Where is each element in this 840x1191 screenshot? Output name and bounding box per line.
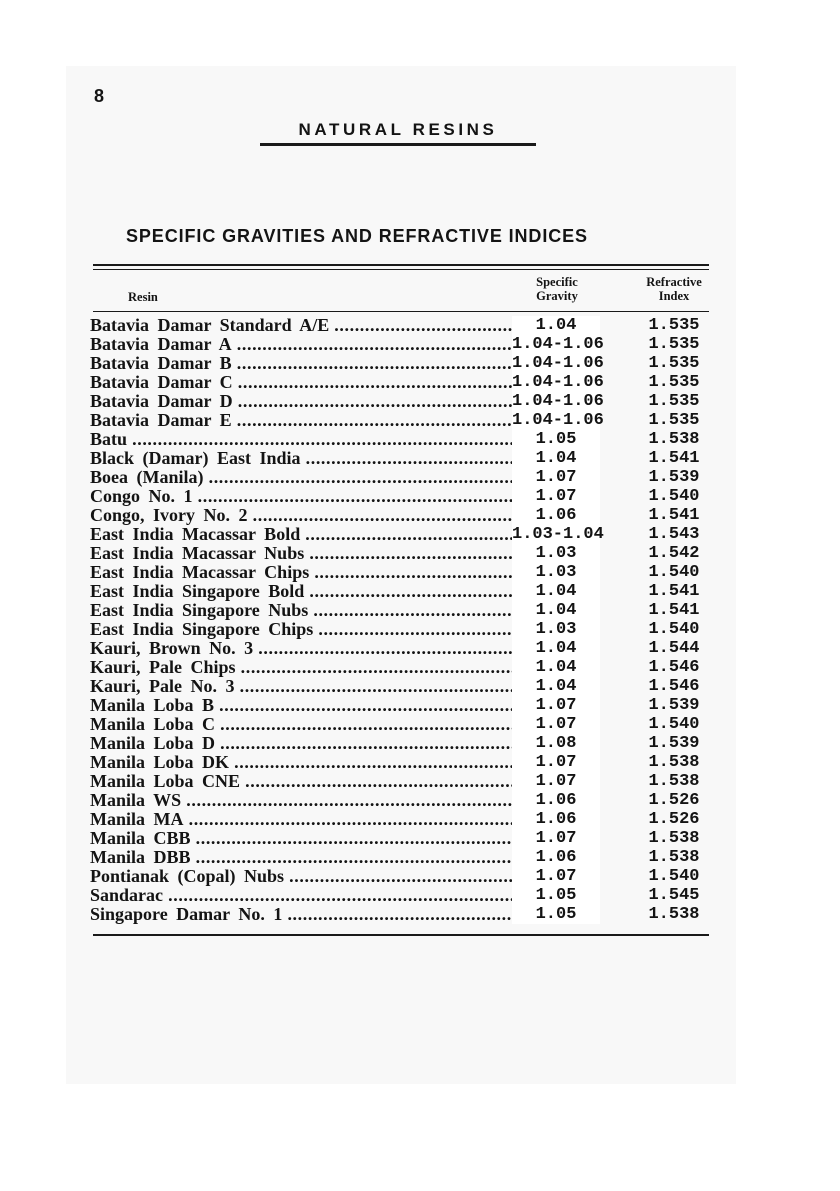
column-header-specific-gravity bbox=[520, 275, 594, 303]
specific-gravity-value: 1.04-1.06 bbox=[512, 411, 604, 430]
table-row bbox=[90, 772, 720, 791]
refractive-index-value: 1.538 bbox=[648, 848, 700, 867]
specific-gravity-value: 1.06 bbox=[512, 848, 600, 867]
specific-gravity-value: 1.07 bbox=[512, 753, 600, 772]
resin-name: East India Singapore Chips ..... bbox=[90, 620, 516, 639]
specific-gravity-value: 1.04-1.06 bbox=[512, 373, 604, 392]
refractive-index-value: 1.526 bbox=[648, 810, 700, 829]
table-row bbox=[90, 468, 720, 487]
table-row bbox=[90, 658, 720, 677]
resin-name: Manila Loba DK ..... bbox=[90, 753, 516, 772]
resin-table-body bbox=[90, 316, 720, 924]
table-row bbox=[90, 411, 720, 430]
table-row bbox=[90, 392, 720, 411]
specific-gravity-value: 1.07 bbox=[512, 867, 600, 886]
table-row bbox=[90, 639, 720, 658]
table-row bbox=[90, 354, 720, 373]
specific-gravity-value: 1.07 bbox=[512, 829, 600, 848]
specific-gravity-value: 1.03 bbox=[512, 620, 600, 639]
resin-name: Manila Loba CNE ..... bbox=[90, 772, 516, 791]
running-head: NATURAL RESINS bbox=[298, 120, 498, 139]
table-row bbox=[90, 886, 720, 905]
refractive-index-value: 1.535 bbox=[648, 354, 700, 373]
resin-name: East India Macassar Chips ..... bbox=[90, 563, 516, 582]
specific-gravity-value: 1.05 bbox=[512, 886, 600, 905]
resin-name: Sandarac ..... bbox=[90, 886, 516, 905]
table-row bbox=[90, 715, 720, 734]
column-header-refractive-index bbox=[632, 275, 716, 303]
specific-gravity-value: 1.07 bbox=[512, 487, 600, 506]
refractive-index-value: 1.546 bbox=[648, 658, 700, 677]
table-row bbox=[90, 601, 720, 620]
table-title: SPECIFIC GRAVITIES AND REFRACTIVE INDICES bbox=[126, 226, 588, 246]
specific-gravity-value: 1.04 bbox=[512, 601, 600, 620]
specific-gravity-value: 1.04-1.06 bbox=[512, 335, 604, 354]
resin-name: Singapore Damar No. 1 ..... bbox=[90, 905, 516, 924]
resin-name: Manila Loba B ..... bbox=[90, 696, 516, 715]
resin-name: Pontianak (Copal) Nubs ..... bbox=[90, 867, 516, 886]
refractive-index-value: 1.540 bbox=[648, 487, 700, 506]
specific-gravity-value: 1.04 bbox=[512, 449, 600, 468]
specific-gravity-value: 1.07 bbox=[512, 772, 600, 791]
refractive-index-value: 1.539 bbox=[648, 734, 700, 753]
refractive-index-value: 1.538 bbox=[648, 430, 700, 449]
resin-name: Congo, Ivory No. 2 ..... bbox=[90, 506, 516, 525]
refractive-index-value: 1.538 bbox=[648, 829, 700, 848]
refractive-index-value: 1.545 bbox=[648, 886, 700, 905]
refractive-index-value: 1.541 bbox=[648, 601, 700, 620]
specific-gravity-value: 1.04-1.06 bbox=[512, 392, 604, 411]
resin-name: East India Singapore Bold ..... bbox=[90, 582, 516, 601]
specific-gravity-value: 1.06 bbox=[512, 506, 600, 525]
table-row bbox=[90, 829, 720, 848]
resin-name: Kauri, Pale No. 3 ..... bbox=[90, 677, 516, 696]
resin-name: Kauri, Pale Chips ..... bbox=[90, 658, 516, 677]
specific-gravity-value: 1.05 bbox=[512, 905, 600, 924]
column-header-specific-gravity-line2: Gravity bbox=[536, 289, 578, 303]
specific-gravity-value: 1.04-1.06 bbox=[512, 354, 604, 373]
resin-name: Batavia Damar B ..... bbox=[90, 354, 516, 373]
table-row bbox=[90, 753, 720, 772]
table-top-rule bbox=[93, 264, 709, 266]
resin-name: Kauri, Brown No. 3 ..... bbox=[90, 639, 516, 658]
column-header-specific-gravity-line1: Specific bbox=[536, 275, 578, 289]
refractive-index-value: 1.541 bbox=[648, 506, 700, 525]
resin-name: Batavia Damar A ..... bbox=[90, 335, 516, 354]
refractive-index-value: 1.538 bbox=[648, 772, 700, 791]
refractive-index-value: 1.538 bbox=[648, 905, 700, 924]
table-row bbox=[90, 791, 720, 810]
refractive-index-value: 1.535 bbox=[648, 392, 700, 411]
refractive-index-value: 1.535 bbox=[648, 316, 700, 335]
header-rule bbox=[93, 311, 709, 312]
refractive-index-value: 1.540 bbox=[648, 715, 700, 734]
specific-gravity-value: 1.03 bbox=[512, 563, 600, 582]
specific-gravity-value: 1.08 bbox=[512, 734, 600, 753]
running-head-underline bbox=[260, 143, 536, 146]
refractive-index-value: 1.535 bbox=[648, 373, 700, 392]
resin-name: Congo No. 1 ..... bbox=[90, 487, 516, 506]
resin-name: Batavia Damar E ..... bbox=[90, 411, 516, 430]
specific-gravity-value: 1.05 bbox=[512, 430, 600, 449]
resin-name: Manila Loba D ..... bbox=[90, 734, 516, 753]
specific-gravity-value: 1.06 bbox=[512, 791, 600, 810]
refractive-index-value: 1.538 bbox=[648, 753, 700, 772]
refractive-index-value: 1.543 bbox=[648, 525, 700, 544]
resin-name: Manila MA ..... bbox=[90, 810, 516, 829]
specific-gravity-value: 1.03-1.04 bbox=[512, 525, 604, 544]
table-bottom-rule bbox=[93, 934, 709, 936]
refractive-index-value: 1.544 bbox=[648, 639, 700, 658]
specific-gravity-value: 1.07 bbox=[512, 715, 600, 734]
resin-name: Batu ..... bbox=[90, 430, 516, 449]
specific-gravity-value: 1.04 bbox=[512, 677, 600, 696]
resin-name: East India Macassar Nubs ..... bbox=[90, 544, 516, 563]
table-row bbox=[90, 487, 720, 506]
refractive-index-value: 1.539 bbox=[648, 696, 700, 715]
table-row bbox=[90, 696, 720, 715]
resin-name: East India Singapore Nubs ..... bbox=[90, 601, 516, 620]
specific-gravity-value: 1.07 bbox=[512, 696, 600, 715]
table-row bbox=[90, 316, 720, 335]
table-row bbox=[90, 620, 720, 639]
table-row bbox=[90, 335, 720, 354]
table-row bbox=[90, 810, 720, 829]
table-row bbox=[90, 867, 720, 886]
page-number: 8 bbox=[94, 86, 105, 106]
resin-name: Manila Loba C ..... bbox=[90, 715, 516, 734]
resin-name: East India Macassar Bold ..... bbox=[90, 525, 516, 544]
specific-gravity-value: 1.07 bbox=[512, 468, 600, 487]
resin-name: Batavia Damar C ..... bbox=[90, 373, 516, 392]
resin-name: Manila WS ..... bbox=[90, 791, 516, 810]
refractive-index-value: 1.541 bbox=[648, 582, 700, 601]
table-row bbox=[90, 734, 720, 753]
resin-name: Black (Damar) East India ..... bbox=[90, 449, 516, 468]
table-row bbox=[90, 430, 720, 449]
table-row bbox=[90, 525, 720, 544]
table-row bbox=[90, 373, 720, 392]
resin-name: Batavia Damar Standard A/E ..... bbox=[90, 316, 516, 335]
table-row bbox=[90, 563, 720, 582]
table-top-rule-thin bbox=[93, 269, 709, 270]
refractive-index-value: 1.535 bbox=[648, 335, 700, 354]
table-row bbox=[90, 905, 720, 924]
table-row bbox=[90, 506, 720, 525]
specific-gravity-value: 1.06 bbox=[512, 810, 600, 829]
refractive-index-value: 1.541 bbox=[648, 449, 700, 468]
resin-name: Batavia Damar D ..... bbox=[90, 392, 516, 411]
resin-name: Manila CBB ..... bbox=[90, 829, 516, 848]
refractive-index-value: 1.540 bbox=[648, 563, 700, 582]
table-row bbox=[90, 848, 720, 867]
specific-gravity-value: 1.04 bbox=[512, 639, 600, 658]
specific-gravity-value: 1.03 bbox=[512, 544, 600, 563]
resin-name: Boea (Manila) ..... bbox=[90, 468, 516, 487]
column-header-refractive-index-line2: Index bbox=[658, 289, 690, 303]
table-row bbox=[90, 544, 720, 563]
refractive-index-value: 1.535 bbox=[648, 411, 700, 430]
table-row bbox=[90, 677, 720, 696]
table-row bbox=[90, 449, 720, 468]
specific-gravity-value: 1.04 bbox=[512, 658, 600, 677]
table-row bbox=[90, 582, 720, 601]
refractive-index-value: 1.546 bbox=[648, 677, 700, 696]
refractive-index-value: 1.540 bbox=[648, 867, 700, 886]
refractive-index-value: 1.526 bbox=[648, 791, 700, 810]
resin-name: Manila DBB ..... bbox=[90, 848, 516, 867]
column-header-resin: Resin bbox=[128, 290, 158, 304]
refractive-index-value: 1.539 bbox=[648, 468, 700, 487]
refractive-index-value: 1.540 bbox=[648, 620, 700, 639]
specific-gravity-value: 1.04 bbox=[512, 316, 600, 335]
column-header-refractive-index-line1: Refractive bbox=[646, 275, 702, 289]
refractive-index-value: 1.542 bbox=[648, 544, 700, 563]
specific-gravity-value: 1.04 bbox=[512, 582, 600, 601]
